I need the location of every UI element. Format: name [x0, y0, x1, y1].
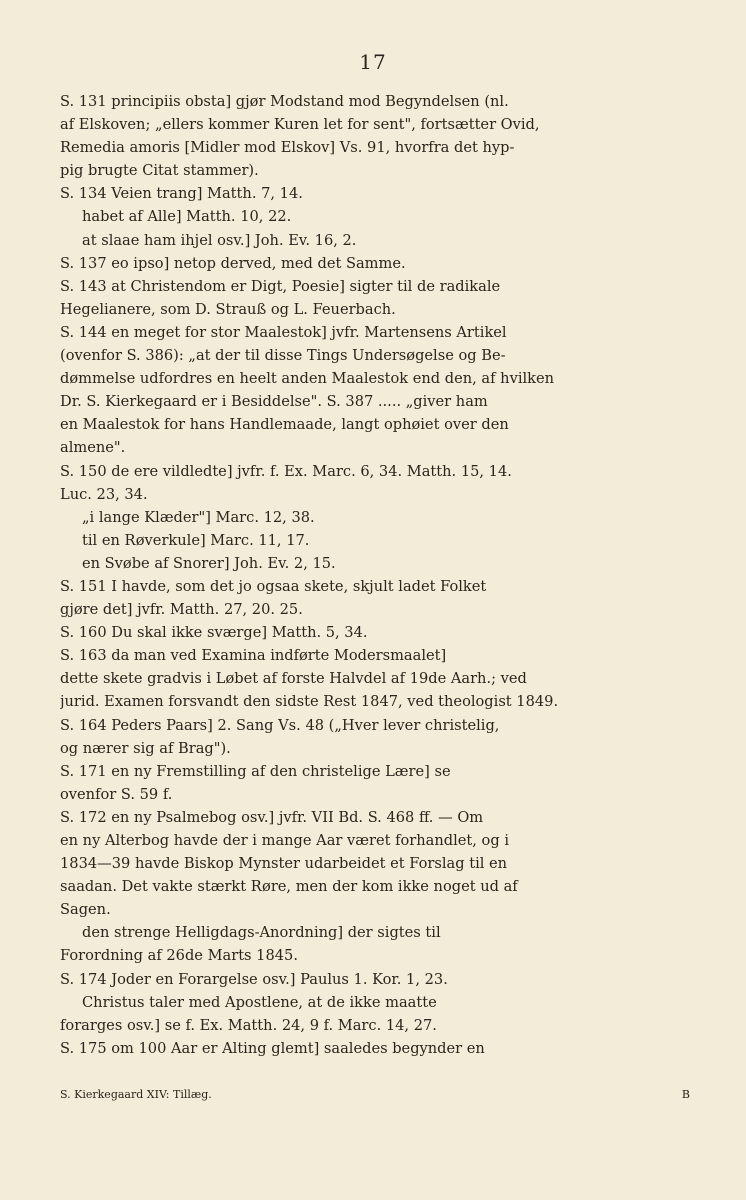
text-line: Dr. S. Kierkegaard er i Besiddelse". S. 387 ..... „giver ham [60, 393, 488, 411]
text-line: forarges osv.] se f. Ex. Matth. 24, 9 f. Marc. 14, 27. [60, 1016, 437, 1034]
text-line: saadan. Det vakte stærkt Røre, men der kom ikke noget ud af [60, 878, 518, 896]
text-line: den strenge Helligdags-Anordning] der sigtes til [82, 924, 441, 942]
text-line: jurid. Examen forsvandt den sidste Rest 1847, ved theologist 1849. [60, 693, 559, 711]
text-line: (ovenfor S. 386): „at der til disse Tings Undersøgelse og Be- [60, 347, 506, 365]
page-number: 17 [359, 50, 387, 74]
text-line: S. 150 de ere vildledte] jvfr. f. Ex. Marc. 6, 34. Matth. 15, 14. [60, 462, 512, 480]
text-line: Sagen. [60, 901, 111, 919]
text-line: Remedia amoris [Midler mod Elskov] Vs. 91, hvorfra det hyp- [60, 139, 515, 157]
text-line: S. 172 en ny Psalmebog osv.] jvfr. VII Bd. S. 468 ff. — Om [60, 808, 484, 826]
text-line: S. 174 Joder en Forargelse osv.] Paulus 1. Kor. 1, 23. [60, 970, 448, 988]
text-line: en ny Alterbog havde der i mange Aar været forhandlet, og i [60, 832, 509, 849]
text-line: pig brugte Citat stammer). [60, 162, 259, 180]
text-line: S. 144 en meget for stor Maalestok] jvfr. Martensens Artikel [60, 323, 507, 341]
text-line: S. 160 Du skal ikke sværge] Matth. 5, 34. [60, 624, 368, 642]
text-line: S. 175 om 100 Aar er Alting glemt] saaledes begynder en [60, 1039, 485, 1057]
text-line: ovenfor S. 59 f. [60, 785, 173, 803]
body-text [60, 90, 690, 1060]
text-line: gjøre det] jvfr. Matth. 27, 20. 25. [60, 601, 303, 619]
text-line: „i lange Klæder"] Marc. 12, 38. [82, 508, 315, 526]
text-line: til en Røverkule] Marc. 11, 17. [82, 531, 310, 549]
text-line: S. 164 Peders Paars] 2. Sang Vs. 48 („Hver lever christelig, [60, 716, 500, 734]
text-line: Forordning af 26de Marts 1845. [60, 947, 298, 965]
footer-signature: S. Kierkegaard XIV: Tillæg. [60, 1088, 212, 1101]
footer-sheet-mark: B [681, 1088, 690, 1101]
text-line: S. 151 I havde, som det jo ogsaa skete, skjult ladet Folket [60, 577, 487, 595]
text-line: at slaae ham ihjel osv.] Joh. Ev. 16, 2. [82, 231, 357, 249]
text-line: S. 171 en ny Fremstilling af den christelige Lære] se [60, 762, 451, 780]
text-line: S. 137 eo ipso] netop derved, med det Samme. [60, 254, 406, 272]
text-line: S. 163 da man ved Examina indførte Modersmaalet] [60, 647, 447, 665]
text-line: dette skete gradvis i Løbet af forste Halvdel af 19de Aarh.; ved [60, 670, 527, 688]
text-line: Hegelianere, som D. Strauß og L. Feuerbach. [60, 300, 396, 318]
text-line: almene". [60, 439, 126, 457]
text-line: 1834—39 havde Biskop Mynster udarbeidet et Forslag til en [60, 855, 508, 873]
text-line: og nærer sig af Brag"). [60, 739, 231, 757]
text-line: en Maalestok for hans Handlemaade, langt ophøiet over den [60, 416, 509, 434]
text-line: S. 134 Veien trang] Matth. 7, 14. [60, 185, 303, 203]
text-line: S. 131 principiis obsta] gjør Modstand mod Begyndelsen (nl. [60, 93, 509, 110]
text-line: af Elskoven; „ellers kommer Kuren let for sent", fortsætter Ovid, [60, 116, 540, 134]
page-footer [60, 1088, 690, 1101]
text-line: habet af Alle] Matth. 10, 22. [82, 208, 292, 226]
text-line: Christus taler med Apostlene, at de ikke maatte [82, 993, 437, 1011]
text-line: en Svøbe af Snorer] Joh. Ev. 2, 15. [82, 554, 336, 572]
text-line: dømmelse udfordres en heelt anden Maalestok end den, af hvilken [60, 370, 555, 388]
text-line: Luc. 23, 34. [60, 485, 148, 503]
text-line: S. 143 at Christendom er Digt, Poesie] sigter til de radikale [60, 277, 501, 295]
